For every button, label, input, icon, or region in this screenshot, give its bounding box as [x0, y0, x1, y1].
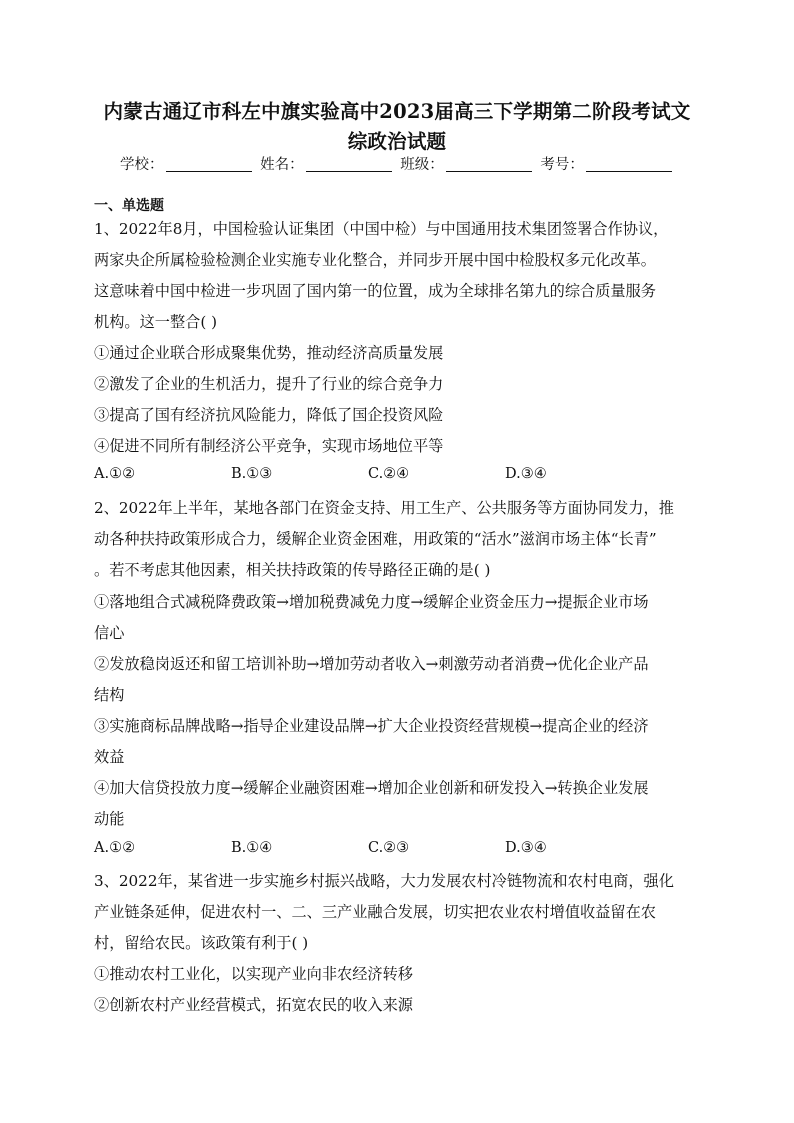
option-d[interactable]: D.③④	[505, 466, 547, 482]
question-2-statement-1: ①落地组合式减税降费政策→增加税费减免力度→缓解企业资金压力→提振企业市场	[94, 593, 649, 611]
question-2-statement-2-cont: 结构	[94, 686, 125, 704]
question-1-line: 机构。这一整合( )	[94, 313, 217, 331]
number-label: 考号：	[540, 157, 584, 173]
exam-title-line-2: 综政治试题	[347, 130, 447, 153]
option-d[interactable]: D.③④	[505, 840, 547, 856]
question-1-line: 两家央企所属检验检测企业实施专业化整合，并同步开展中国中检股权多元化改革。	[94, 251, 656, 269]
class-blank[interactable]	[446, 156, 532, 172]
question-1-options	[94, 466, 642, 482]
question-3-statement-2: ②创新农村产业经营模式，拓宽农民的收入来源	[94, 996, 413, 1014]
question-3-statement-1: ①推动农村工业化，以实现产业向非农经济转移	[94, 965, 413, 983]
option-b[interactable]: B.①④	[231, 840, 273, 856]
question-1-statement-1: ①通过企业联合形成聚集优势，推动经济高质量发展	[94, 344, 444, 362]
option-c[interactable]: C.②③	[368, 840, 410, 856]
question-3-line: 产业链条延伸，促进农村一、二、三产业融合发展，切实把农业农村增值收益留在农	[94, 903, 656, 921]
school-label: 学校：	[120, 157, 164, 173]
question-1-statement-2: ②激发了企业的生机活力，提升了行业的综合竞争力	[94, 375, 444, 393]
student-info-row	[120, 153, 676, 174]
class-label: 班级：	[400, 157, 444, 173]
question-1-statement-4: ④促进不同所有制经济公平竞争，实现市场地位平等	[94, 437, 444, 455]
question-2-statement-1-cont: 信心	[94, 624, 125, 642]
question-2-statement-2: ②发放稳岗返还和留工培训补助→增加劳动者收入→刺激劳动者消费→优化企业产品	[94, 655, 649, 673]
question-2-statement-3: ③实施商标品牌战略→指导企业建设品牌→扩大企业投资经营规模→提高企业的经济	[94, 717, 649, 735]
question-1-statement-3: ③提高了国有经济抗风险能力，降低了国企投资风险	[94, 406, 444, 424]
name-blank[interactable]	[306, 156, 392, 172]
question-1-line: 1、2022年8月，中国检验认证集团（中国中检）与中国通用技术集团签署合作协议，	[94, 220, 669, 238]
question-2-statement-4: ④加大信贷投放力度→缓解企业融资困难→增加企业创新和研发投入→转换企业发展	[94, 779, 649, 797]
school-blank[interactable]	[166, 156, 252, 172]
question-3-line: 3、2022年，某省进一步实施乡村振兴战略，大力发展农村冷链物流和农村电商，强化	[94, 872, 674, 890]
question-2-options	[94, 840, 642, 856]
question-2-line: 2、2022年上半年，某地各部门在资金支持、用工生产、公共服务等方面协同发力，推	[94, 499, 674, 517]
option-c[interactable]: C.②④	[368, 466, 410, 482]
option-b[interactable]: B.①③	[231, 466, 273, 482]
question-2-statement-3-cont: 效益	[94, 748, 125, 766]
name-label: 姓名：	[260, 157, 304, 173]
number-blank[interactable]	[586, 156, 672, 172]
section-heading: 一、单选题	[94, 198, 164, 214]
exam-title-line-1: 内蒙古通辽市科左中旗实验高中2023届高三下学期第二阶段考试文	[103, 100, 691, 123]
question-3-line: 村，留给农民。该政策有利于( )	[94, 934, 309, 952]
question-2-line: 动各种扶持政策形成合力，缓解企业资金困难，用政策的“活水”滋润市场主体“长青”	[94, 530, 657, 548]
question-2-statement-4-cont: 动能	[94, 810, 125, 828]
option-a[interactable]: A.①②	[94, 840, 136, 856]
question-2-line: 。若不考虑其他因素，相关扶持政策的传导路径正确的是( )	[94, 561, 491, 579]
question-1-line: 这意味着中国中检进一步巩固了国内第一的位置，成为全球排名第九的综合质量服务	[94, 282, 656, 300]
option-a[interactable]: A.①②	[94, 466, 136, 482]
